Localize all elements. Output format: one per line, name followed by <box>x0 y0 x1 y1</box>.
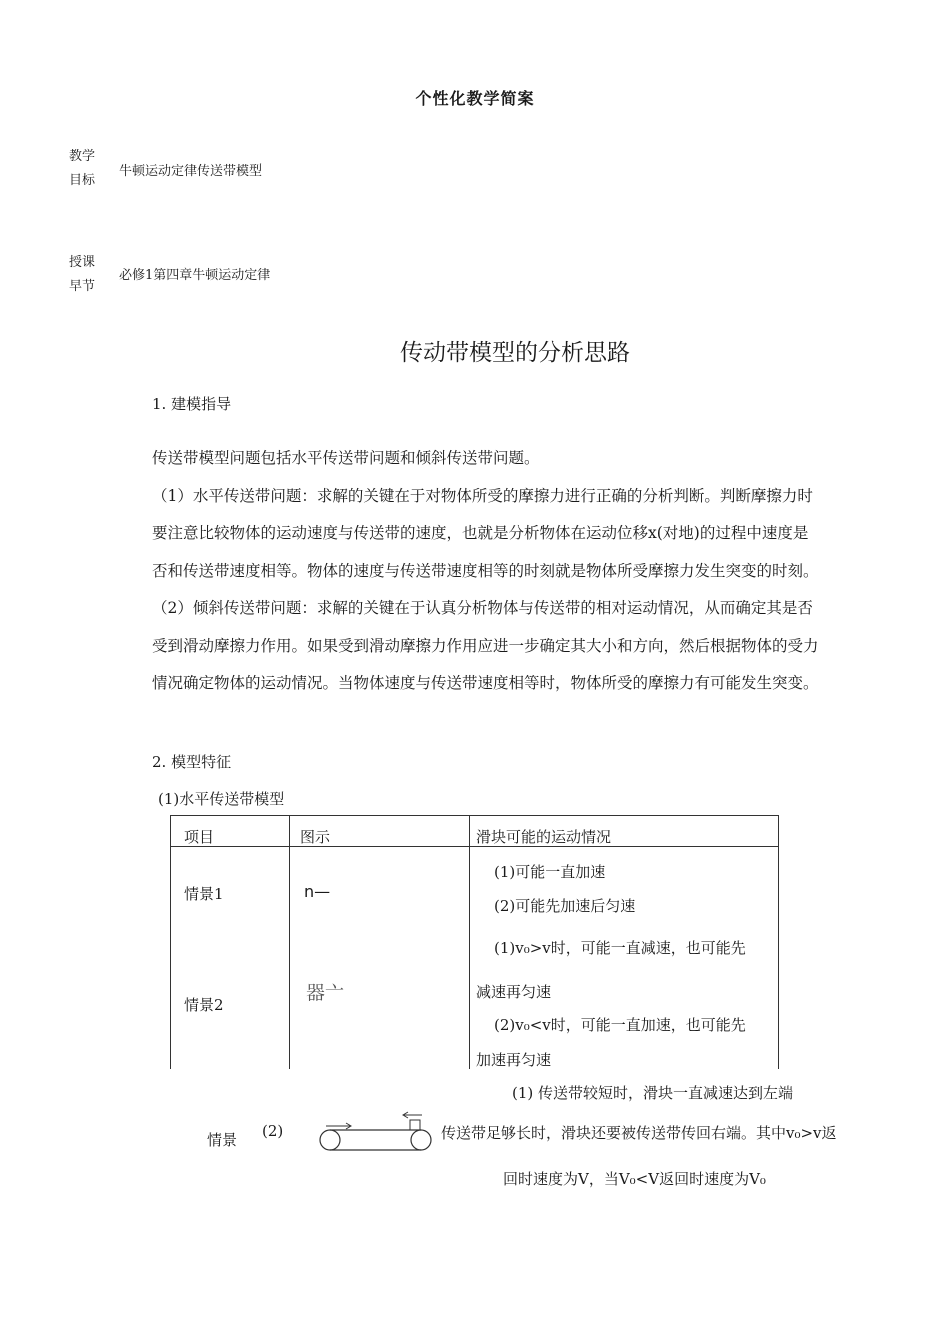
table-header-divider <box>170 846 779 847</box>
table-col-divider-1 <box>289 815 290 1069</box>
row2-label: 情景2 <box>184 996 224 1014</box>
row2-line2: 减速再匀速 <box>476 983 552 1001</box>
row1-label: 情景1 <box>184 885 224 903</box>
row3-num: (2) <box>262 1122 284 1140</box>
section2-heading: 2. 模型特征 <box>152 753 232 771</box>
row2-line1: (1)v₀>v时，可能一直减速，也可能先 <box>494 939 746 957</box>
chapter-label-line2: 早节 <box>69 279 96 294</box>
main-title: 传动带模型的分析思路 <box>400 340 630 366</box>
goal-label-line1: 教学 <box>69 149 96 164</box>
p1-line2: 要注意比较物体的运动速度与传送带的速度，也就是分析物体在运动位移x(对地)的过程中速度是 <box>152 524 809 542</box>
p2-line2: 受到滑动摩擦力作用。如果受到滑动摩擦力作用应进一步确定其大小和方向，然后根据物体的受力 <box>152 636 819 655</box>
section1-body <box>152 440 887 703</box>
row3-line3: 回时速度为V，当V₀<V返回时速度为V₀ <box>503 1170 766 1188</box>
row1-line1: (1)可能一直加速 <box>494 863 606 881</box>
table-border-left <box>170 815 171 1069</box>
row3-line2: 传送带足够长时，滑块还要被传送带传回右端。其中v₀>v返 <box>441 1124 837 1142</box>
p2-line1: （2）倾斜传送带问题：求解的关键在于认真分析物体与传送带的相对运动情况，从而确定其是否 <box>152 599 813 617</box>
conveyor-belt-diagram <box>318 1106 434 1158</box>
row1-line2: (2)可能先加速后匀速 <box>494 897 636 915</box>
table-header-motion: 滑块可能的运动情况 <box>476 828 612 846</box>
belt-right-roller <box>411 1130 431 1150</box>
chapter-label-line1: 授课 <box>69 255 96 270</box>
section1-heading: 1. 建模指导 <box>152 395 232 413</box>
table-header-item: 项目 <box>184 828 215 846</box>
section2-subheading: (1)水平传送带模型 <box>158 790 285 808</box>
goal-label-line2: 目标 <box>69 173 96 188</box>
row3-line1: (1) 传送带较短时，滑块一直减速达到左端 <box>512 1084 794 1102</box>
p2-line3: 情况确定物体的运动情况。当物体速度与传送带速度相等时，物体所受的摩擦力有可能发生突变。 <box>152 674 819 692</box>
row3-label: 情景 <box>207 1131 238 1149</box>
p1-line3: 否和传送带速度相等。物体的速度与传送带速度相等的时刻就是物体所受摩擦力发生突变的时刻。 <box>152 561 819 580</box>
row1-diagram: n— <box>304 882 331 901</box>
page-title: 个性化教学简案 <box>415 89 535 108</box>
goal-label <box>69 145 109 193</box>
table-header-diagram: 图示 <box>300 828 331 846</box>
table-col-divider-2 <box>469 815 470 1069</box>
slider-block <box>410 1120 420 1130</box>
chapter-label <box>69 251 109 299</box>
belt-left-roller <box>320 1130 340 1150</box>
p1-line1: （1）水平传送带问题：求解的关键在于对物体所受的摩擦力进行正确的分析判断。判断摩擦力时 <box>152 486 813 505</box>
table-border-right <box>778 815 779 1069</box>
row2-line4: 加速再匀速 <box>476 1051 552 1069</box>
intro-line: 传送带模型问题包括水平传送带问题和倾斜传送带问题。 <box>152 449 540 467</box>
chapter-value: 必修1第四章牛顿运动定律 <box>119 268 271 283</box>
row2-line3: (2)v₀<v时，可能一直加速，也可能先 <box>494 1016 746 1034</box>
row2-diagram: 器亠 <box>306 982 345 1004</box>
goal-value: 牛顿运动定律传送带模型 <box>119 164 263 179</box>
table-border-top <box>170 815 779 816</box>
